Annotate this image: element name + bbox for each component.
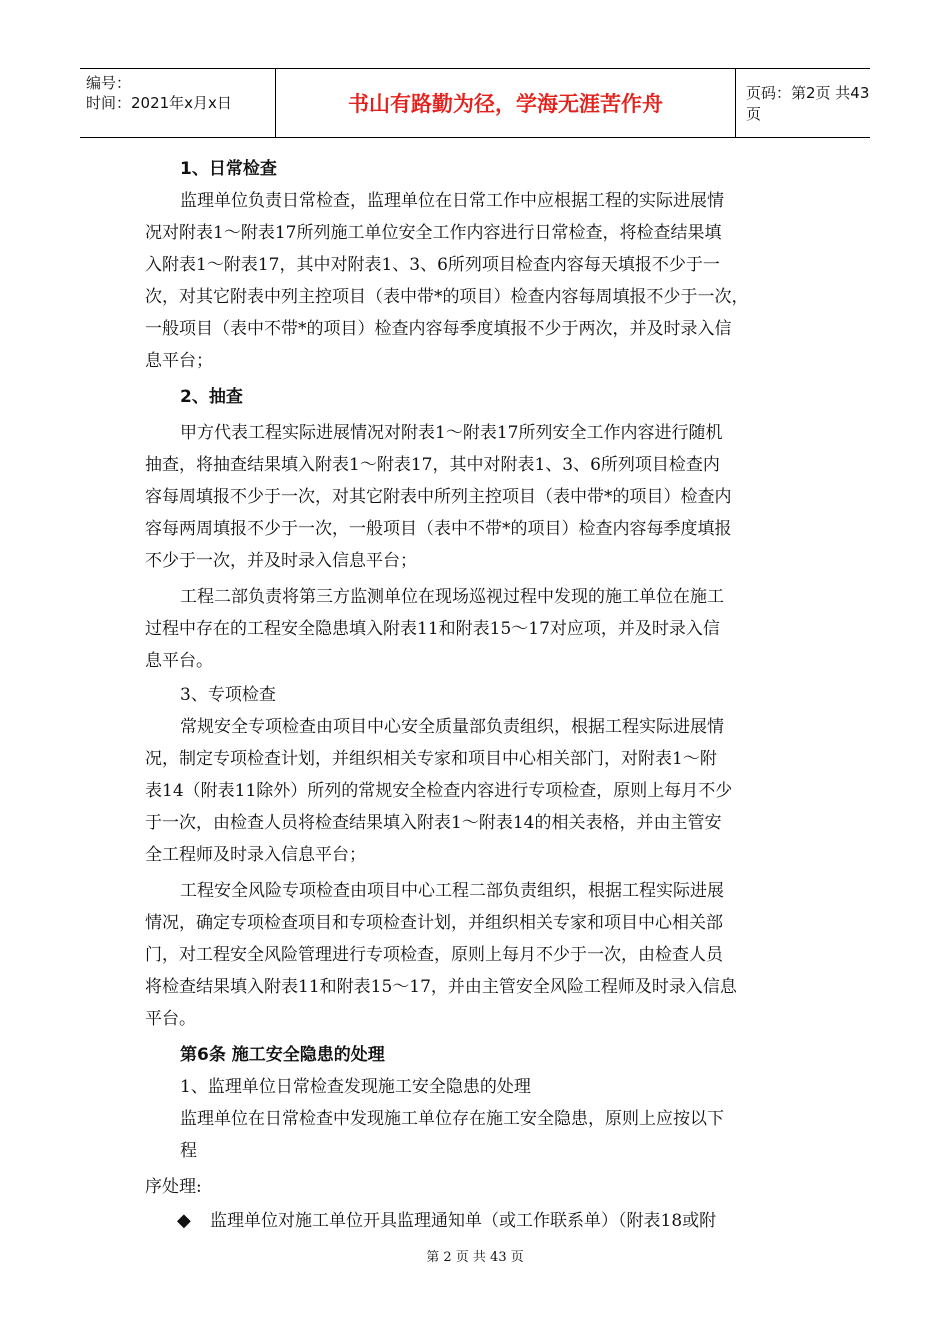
- paragraph-line: 入附表1～附表17，其中对附表1、3、6所列项目检查内容每天填报不少于一: [145, 255, 720, 275]
- paragraph-line: 不少于一次，并及时录入信息平台；: [145, 551, 417, 571]
- heading-special-check: 3、专项检查: [180, 685, 276, 705]
- paragraph-line: 于一次，由检查人员将检查结果填入附表1～附表14的相关表格，并由主管安: [145, 813, 722, 833]
- paragraph-line: 将检查结果填入附表11和附表15～17，并由主管安全风险工程师及时录入信息: [145, 977, 737, 997]
- paragraph-line: 况，制定专项检查计划，并组织相关专家和项目中心相关部门，对附表1～附: [145, 749, 717, 769]
- paragraph-line: 息平台；: [145, 351, 213, 371]
- paragraph-line: 全工程师及时录入信息平台；: [145, 845, 366, 865]
- diamond-bullet-icon: ◆: [177, 1210, 191, 1231]
- header-motto: 书山有路勤为径，学海无涯苦作舟: [276, 69, 736, 137]
- paragraph-line: 工程安全风险专项检查由项目中心工程二部负责组织，根据工程实际进展: [180, 881, 724, 901]
- header-meta: [80, 69, 276, 137]
- code-label: 编号：: [86, 74, 132, 92]
- paragraph-line: 息平台。: [145, 651, 213, 671]
- heading-article-6: 第6条 施工安全隐患的处理: [180, 1045, 385, 1065]
- date-label: 时间：2021年x月x日: [86, 94, 232, 112]
- paragraph-line: 常规安全专项检查由项目中心安全质量部负责组织，根据工程实际进展情: [180, 717, 724, 737]
- heading-spot-check: 2、抽查: [180, 387, 243, 407]
- subheading-supervisor-handling: 1、监理单位日常检查发现施工安全隐患的处理: [180, 1077, 531, 1097]
- paragraph-line: 工程二部负责将第三方监测单位在现场巡视过程中发现的施工单位在施工: [180, 587, 724, 607]
- paragraph-line: 况对附表1～附表17所列施工单位安全工作内容进行日常检查，将检查结果填: [145, 223, 722, 243]
- paragraph-line: 容每周填报不少于一次，对其它附表中所列主控项目（表中带*的项目）检查内: [145, 487, 732, 507]
- paragraph-line: 程: [180, 1141, 197, 1161]
- paragraph-line: 甲方代表工程实际进展情况对附表1～附表17所列安全工作内容进行随机: [180, 423, 723, 443]
- paragraph-line: 抽查，将抽查结果填入附表1～附表17，其中对附表1、3、6所列项目检查内: [145, 455, 720, 475]
- bullet-item: 监理单位对施工单位开具监理通知单（或工作联系单）（附表18或附: [210, 1211, 717, 1231]
- paragraph-line: 表14（附表11除外）所列的常规安全检查内容进行专项检查，原则上每月不少: [145, 781, 733, 801]
- paragraph-line: 过程中存在的工程安全隐患填入附表11和附表15～17对应项，并及时录入信: [145, 619, 720, 639]
- paragraph-line: 次，对其它附表中列主控项目（表中带*的项目）检查内容每周填报不少于一次，: [145, 287, 749, 307]
- paragraph-line: 一般项目（表中不带*的项目）检查内容每季度填报不少于两次，并及时录入信: [145, 319, 732, 339]
- paragraph-line: 监理单位负责日常检查，监理单位在日常工作中应根据工程的实际进展情: [180, 191, 724, 211]
- paragraph-line: 情况，确定专项检查项目和专项检查计划，并组织相关专家和项目中心相关部: [145, 913, 723, 933]
- page-header: [80, 68, 870, 138]
- heading-daily-check: 1、日常检查: [180, 159, 277, 179]
- page-footer: 第 2 页 共 43 页: [426, 1250, 524, 1265]
- paragraph-line: 监理单位在日常检查中发现施工单位存在施工安全隐患，原则上应按以下: [180, 1109, 724, 1129]
- paragraph-line: 门，对工程安全风险管理进行专项检查，原则上每月不少于一次，由检查人员: [145, 945, 723, 965]
- paragraph-line: 序处理:: [145, 1177, 202, 1197]
- header-page-info: 页码：第2页 共43页: [746, 84, 870, 123]
- paragraph-line: 容每两周填报不少于一次，一般项目（表中不带*的项目）检查内容每季度填报: [145, 519, 732, 539]
- paragraph-line: 平台。: [145, 1009, 196, 1029]
